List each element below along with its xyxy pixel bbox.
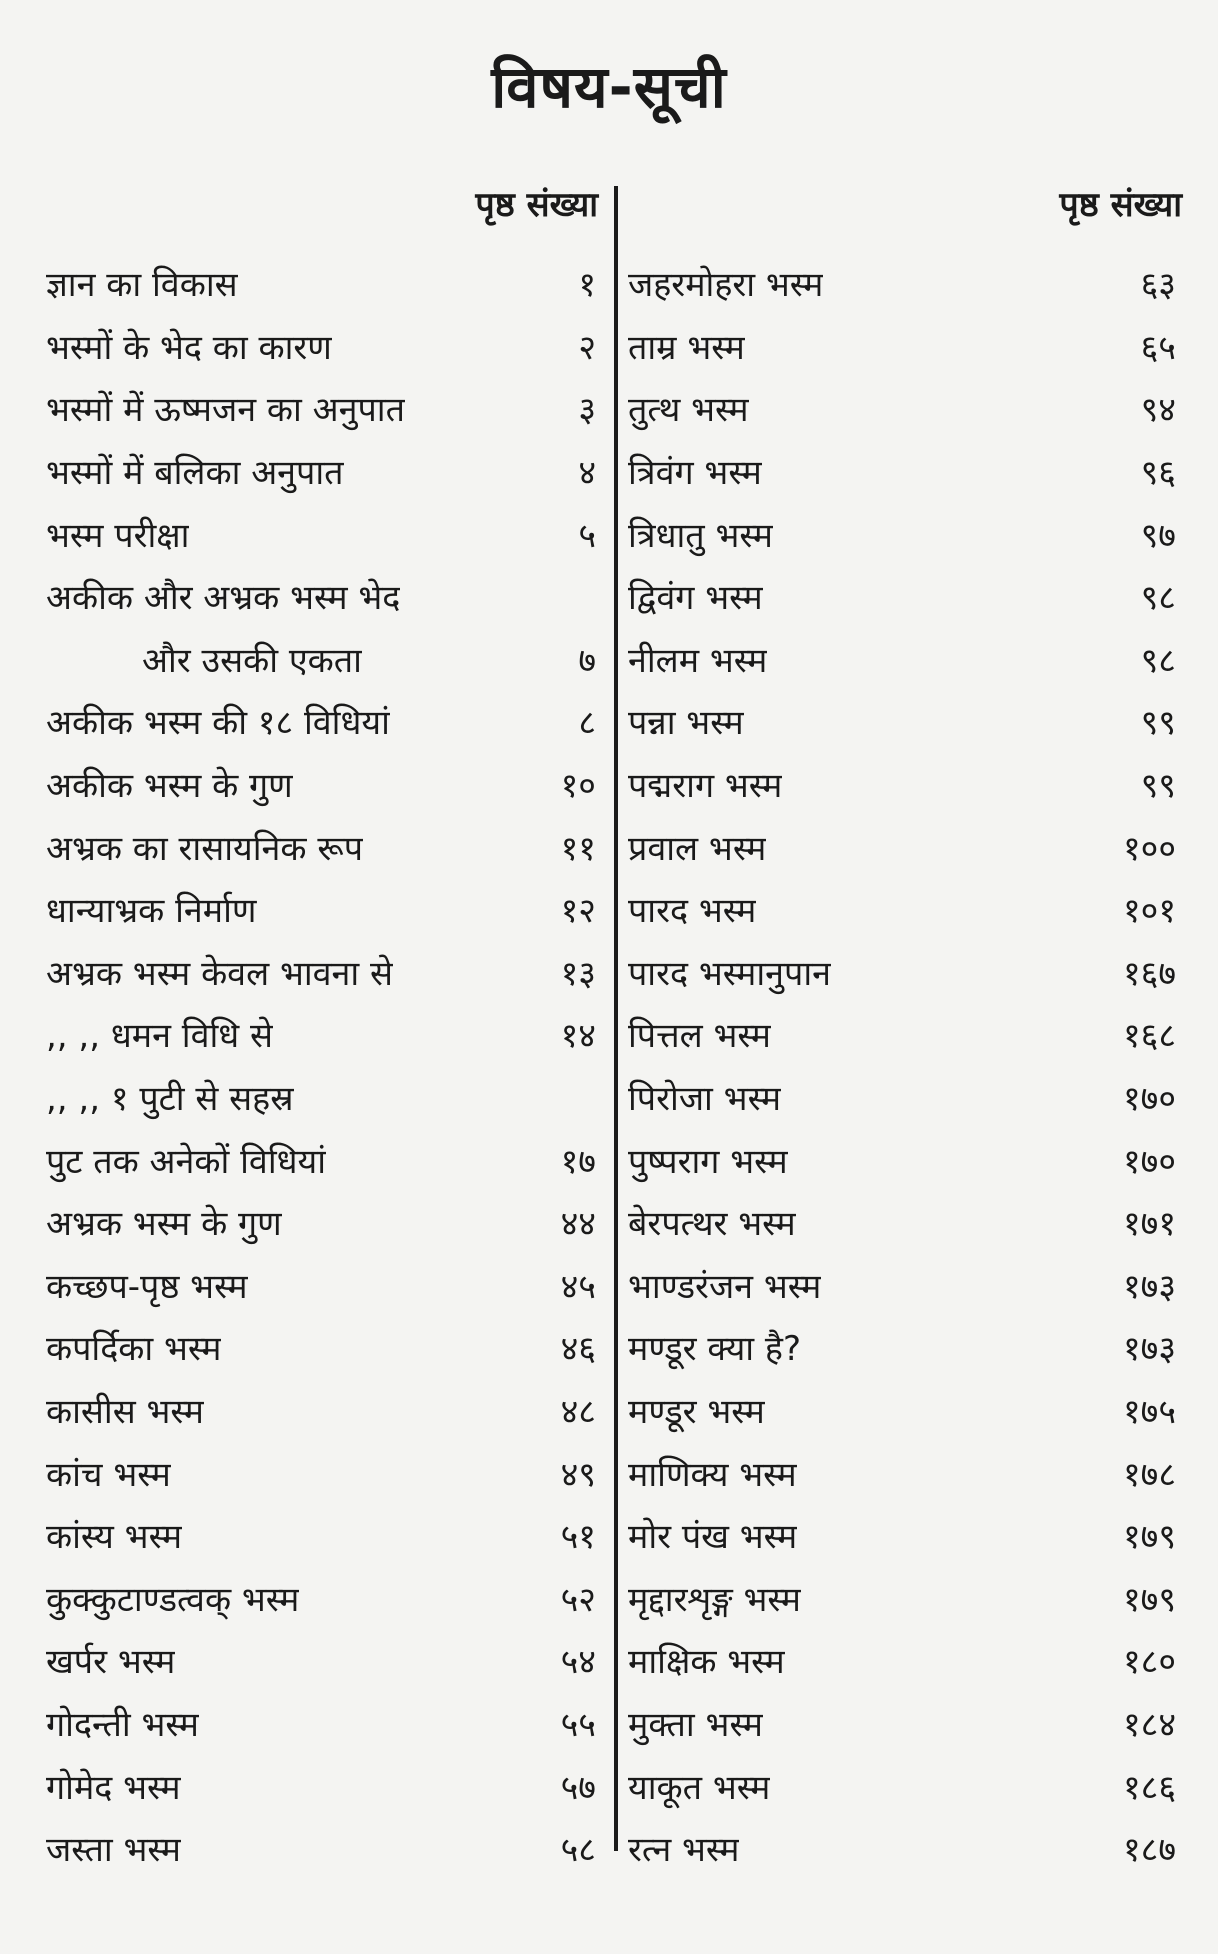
toc-entry: [46, 1754, 596, 1817]
entry-page: ९८: [1140, 578, 1176, 619]
entry-title: अभ्रक भस्म के गुण: [46, 1204, 282, 1245]
entry-title: कच्छप-पृष्ठ भस्म: [46, 1266, 248, 1307]
entry-page: ४४: [560, 1204, 596, 1245]
entry-title: भस्मों में ऊष्मजन का अनुपात: [46, 390, 405, 431]
toc-entry: [628, 252, 1176, 315]
entry-title: कुक्कुटाण्डत्वक् भस्म: [46, 1579, 300, 1620]
entry-page: ६३: [1140, 265, 1176, 306]
entry-page: ६५: [1140, 327, 1176, 368]
toc-entry: [628, 941, 1176, 1004]
entry-title: ज्ञान का विकास: [46, 265, 238, 306]
entry-page: २: [578, 327, 596, 368]
entry-page: १८४: [1122, 1704, 1176, 1745]
entry-page: १६७: [1122, 953, 1176, 994]
entry-page: १७१: [1122, 1204, 1176, 1245]
toc-entry: [46, 1692, 596, 1755]
entry-page: ५८: [560, 1830, 596, 1871]
toc-entry: [628, 1692, 1176, 1755]
entry-title: पद्मराग भस्म: [628, 766, 783, 807]
toc-entry: [628, 1441, 1176, 1504]
toc-entry: [628, 815, 1176, 878]
toc-entry: [628, 1066, 1176, 1129]
entry-page: १२: [560, 891, 596, 932]
entry-page: १८६: [1122, 1767, 1176, 1808]
entry-title: अभ्रक भस्म केवल भावना से: [46, 953, 394, 994]
toc-entry: [628, 628, 1176, 691]
entry-title: याकूत भस्म: [628, 1767, 771, 1808]
entry-page: ९९: [1140, 766, 1176, 807]
entry-page: ५२: [560, 1579, 596, 1620]
toc-entry: [46, 1316, 596, 1379]
entry-page: ९६: [1140, 453, 1176, 494]
entry-page: १४: [560, 1016, 596, 1057]
toc-entry: [46, 1003, 596, 1066]
entry-page: ९४: [1140, 390, 1176, 431]
entry-page: ४: [578, 453, 596, 494]
entry-page: ९९: [1140, 703, 1176, 744]
toc-entry: [628, 440, 1176, 503]
entry-title: पुष्पराग भस्म: [628, 1141, 788, 1182]
toc-entry: [46, 252, 596, 315]
entry-page: ५५: [560, 1704, 596, 1745]
toc-entry: [628, 1754, 1176, 1817]
entry-title: कपर्दिका भस्म: [46, 1329, 222, 1370]
page-title: विषय-सूची: [491, 53, 727, 121]
entry-title: पिरोजा भस्म: [628, 1079, 782, 1120]
entry-title: और उसकी एकता: [142, 640, 362, 681]
entry-page: १७३: [1122, 1329, 1176, 1370]
entry-page: ४६: [560, 1329, 596, 1370]
entry-page: ८: [578, 703, 596, 744]
toc-entry: [46, 1191, 596, 1254]
entry-title: कांस्य भस्म: [46, 1517, 183, 1558]
entry-title: कांच भस्म: [46, 1454, 171, 1495]
toc-entry: [628, 753, 1176, 816]
entry-title: बेरपत्थर भस्म: [628, 1204, 796, 1245]
toc-entry: [628, 690, 1176, 753]
entry-title: मोर पंख भस्म: [628, 1517, 798, 1558]
toc-entry: [46, 1566, 596, 1629]
entry-title: अकीक भस्म के गुण: [46, 766, 293, 807]
entry-title: भस्मों में बलिका अनुपात: [46, 453, 344, 494]
right-column-header: पृष्ठ संख्या: [1059, 185, 1182, 225]
entry-page: ४९: [560, 1454, 596, 1495]
entry-title: मुक्ता भस्म: [628, 1704, 764, 1745]
entry-page: १६८: [1122, 1016, 1176, 1057]
entry-title: त्रिधातु भस्म: [628, 515, 773, 556]
toc-entry: [628, 1191, 1176, 1254]
entry-page: १७०: [1122, 1141, 1176, 1182]
entry-page: १३: [560, 953, 596, 994]
entry-page: ५: [578, 515, 596, 556]
entry-title: ,, ,, १ पुटी से सहस्र: [46, 1079, 294, 1120]
right-contents-column: [628, 252, 1176, 1879]
entry-title: पारद भस्मानुपान: [628, 953, 832, 994]
entry-page: १००: [1122, 828, 1176, 869]
entry-title: भस्म परीक्षा: [46, 515, 190, 556]
toc-entry: [46, 815, 596, 878]
entry-page: ५१: [560, 1517, 596, 1558]
entry-title: भस्मों के भेद का कारण: [46, 327, 332, 368]
toc-entry: [46, 315, 596, 378]
toc-entry: [46, 941, 596, 1004]
entry-page: १७: [560, 1141, 596, 1182]
entry-page: ५४: [560, 1642, 596, 1683]
toc-entry: [628, 1379, 1176, 1442]
entry-title: गोदन्ती भस्म: [46, 1704, 199, 1745]
toc-entry: [628, 1316, 1176, 1379]
toc-entry: [46, 440, 596, 503]
entry-page: ९७: [1140, 515, 1176, 556]
entry-title: पित्तल भस्म: [628, 1016, 771, 1057]
entry-page: १०: [560, 766, 596, 807]
entry-page: ४५: [560, 1266, 596, 1307]
toc-entry: [46, 1629, 596, 1692]
toc-entry: [628, 1566, 1176, 1629]
entry-title: नीलम भस्म: [628, 640, 768, 681]
entry-title: कासीस भस्म: [46, 1391, 204, 1432]
toc-entry: [628, 1254, 1176, 1317]
entry-page: १७५: [1122, 1391, 1176, 1432]
toc-entry: [46, 1441, 596, 1504]
entry-title: धान्याभ्रक निर्माण: [46, 891, 257, 932]
entry-title: ताम्र भस्म: [628, 327, 745, 368]
entry-title: माक्षिक भस्म: [628, 1642, 785, 1683]
toc-entry: [628, 1128, 1176, 1191]
entry-title: गोमेद भस्म: [46, 1767, 181, 1808]
entry-title: ,, ,, धमन विधि से: [46, 1016, 273, 1057]
entry-title: भाण्डरंजन भस्म: [628, 1266, 822, 1307]
entry-title: पारद भस्म: [628, 891, 757, 932]
left-column-header: पृष्ठ संख्या: [475, 185, 598, 225]
entry-page: ९८: [1140, 640, 1176, 681]
entry-page: ३: [578, 390, 596, 431]
toc-entry: [628, 1817, 1176, 1880]
entry-title: अभ्रक का रासायनिक रूप: [46, 828, 364, 869]
left-contents-column: [46, 252, 596, 1879]
toc-entry: [628, 377, 1176, 440]
entry-page: ७: [578, 640, 596, 681]
entry-page: ४८: [560, 1391, 596, 1432]
toc-entry: [46, 690, 596, 753]
entry-page: १७०: [1122, 1079, 1176, 1120]
toc-entry: [46, 1128, 596, 1191]
entry-title: खर्पर भस्म: [46, 1642, 176, 1683]
entry-title: जहरमोहरा भस्म: [628, 265, 824, 306]
toc-entry: [46, 1379, 596, 1442]
toc-entry: [628, 1629, 1176, 1692]
entry-page: १७३: [1122, 1266, 1176, 1307]
column-divider: [614, 186, 618, 1851]
toc-entry: [46, 565, 596, 628]
toc-entry: [628, 565, 1176, 628]
entry-title: तुत्थ भस्म: [628, 390, 749, 431]
toc-entry: [628, 1504, 1176, 1567]
entry-title: मण्डूर क्या है?: [628, 1329, 802, 1370]
entry-title: अकीक भस्म की १८ विधियां: [46, 703, 390, 744]
entry-page: १८७: [1122, 1830, 1176, 1871]
entry-title: जस्ता भस्म: [46, 1830, 181, 1871]
toc-entry: [46, 1817, 596, 1880]
entry-page: १७९: [1122, 1517, 1176, 1558]
toc-entry: [628, 502, 1176, 565]
entry-title: द्विवंग भस्म: [628, 578, 763, 619]
toc-entry: [628, 878, 1176, 941]
entry-page: ११: [560, 828, 596, 869]
entry-title: त्रिवंग भस्म: [628, 453, 762, 494]
entry-title: माणिक्य भस्म: [628, 1454, 797, 1495]
toc-entry: [46, 1254, 596, 1317]
entry-title: प्रवाल भस्म: [628, 828, 767, 869]
entry-page: १७९: [1122, 1579, 1176, 1620]
entry-title: रत्न भस्म: [628, 1830, 740, 1871]
entry-title: अकीक और अभ्रक भस्म भेद: [46, 578, 401, 619]
toc-entry: [46, 1066, 596, 1129]
toc-entry: [46, 377, 596, 440]
entry-title: पुट तक अनेकों विधियां: [46, 1141, 327, 1182]
entry-page: ५७: [560, 1767, 596, 1808]
entry-page: १: [578, 265, 596, 306]
toc-entry: [628, 1003, 1176, 1066]
toc-entry: [46, 628, 596, 691]
entry-page: १८०: [1122, 1642, 1176, 1683]
toc-entry: [46, 753, 596, 816]
entry-page: १७८: [1122, 1454, 1176, 1495]
entry-title: मृद्दारशृङ्ग भस्म: [628, 1579, 801, 1620]
entry-title: मण्डूर भस्म: [628, 1391, 765, 1432]
toc-entry: [46, 878, 596, 941]
toc-entry: [46, 1504, 596, 1567]
entry-page: १०१: [1122, 891, 1176, 932]
entry-title: पन्ना भस्म: [628, 703, 744, 744]
toc-entry: [628, 315, 1176, 378]
toc-entry: [46, 502, 596, 565]
